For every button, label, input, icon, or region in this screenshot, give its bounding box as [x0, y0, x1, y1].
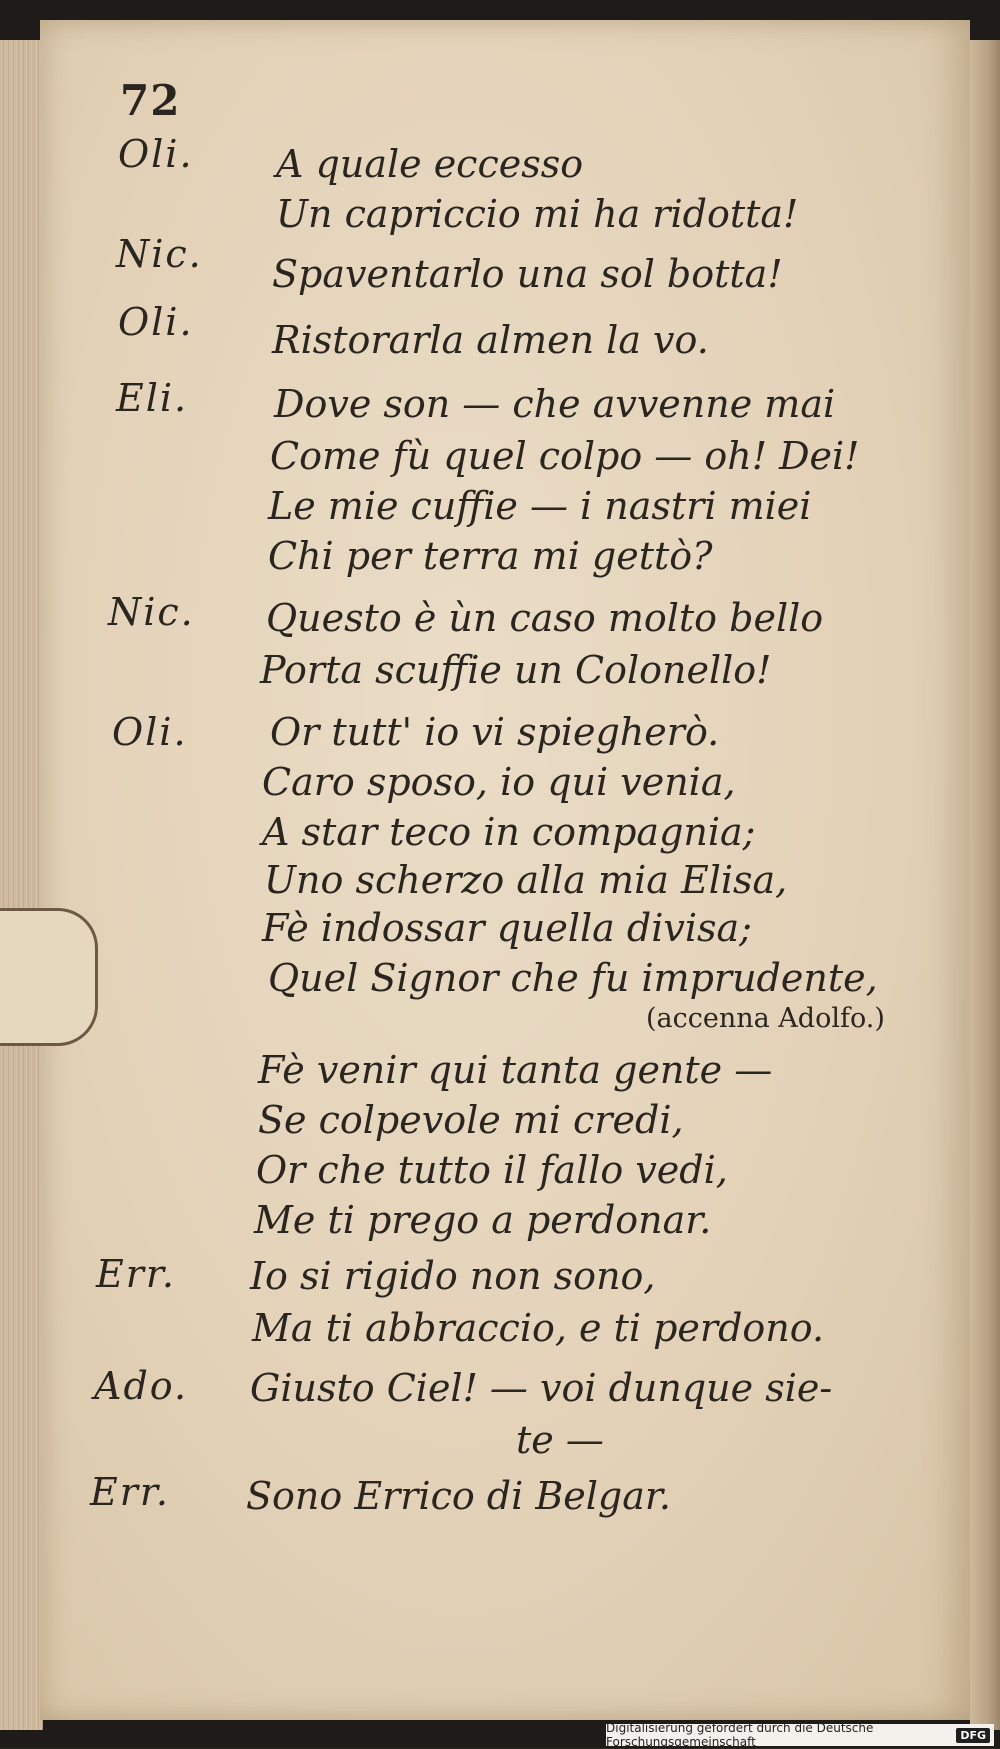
verse-line: Or tutt' io vi spiegherò. [270, 710, 720, 754]
speaker-label: Nic. [108, 590, 195, 634]
verse-line: Spaventarlo una sol botta! [272, 252, 783, 296]
verse-line: Questo è ùn caso molto bello [266, 596, 824, 640]
verse-line: Porta scuffie un Colonello! [260, 648, 772, 692]
speaker-label: Err. [96, 1252, 176, 1296]
verse-line: Come fù quel colpo — oh! Dei! [270, 434, 860, 478]
verse-line: Fè venir qui tanta gente — [258, 1048, 773, 1092]
verse-line: A quale eccesso [276, 142, 584, 186]
verse-line: Un capriccio mi ha ridotta! [276, 192, 799, 236]
bookmark-tab [0, 908, 98, 1046]
digitization-footer [606, 1721, 994, 1749]
speaker-label: Eli. [116, 376, 189, 420]
page-number: 72 [120, 76, 181, 125]
dfg-logo: DFG [956, 1728, 990, 1743]
verse-line: te — [516, 1418, 604, 1462]
stage-direction: (accenna Adolfo.) [646, 1003, 885, 1034]
verse-line: Le mie cuffie — i nastri miei [268, 484, 812, 528]
verse-line: Se colpevole mi credi, [258, 1098, 684, 1142]
verse-line: Uno scherzo alla mia Elisa, [264, 858, 788, 902]
verse-line: Ristorarla almen la vo. [272, 318, 709, 362]
verse-line: A star teco in compagnia; [262, 810, 756, 854]
verse-line: Quel Signor che fu imprudente, [268, 956, 878, 1000]
verse-line: Dove son — che avvenne mai [274, 382, 836, 426]
speaker-label: Nic. [116, 232, 203, 276]
book-page-edges-left [0, 40, 43, 1730]
book-page-edges-right [970, 40, 1000, 1730]
speaker-label: Err. [90, 1470, 170, 1514]
speaker-label: Ado. [94, 1364, 189, 1408]
verse-line: Io si rigido non sono, [250, 1254, 656, 1298]
verse-line: Or che tutto il fallo vedi, [256, 1148, 728, 1192]
speaker-label: Oli. [118, 300, 194, 344]
footer-text: Digitalisierung gefördert durch die Deutsche Forschungsgemeinschaft [606, 1721, 874, 1749]
verse-line: Chi per terra mi gettò? [268, 534, 713, 578]
verse-line: Sono Errico di Belgar. [246, 1474, 671, 1518]
speaker-label: Oli. [118, 132, 194, 176]
verse-line: Caro sposo, io qui venia, [262, 760, 736, 804]
verse-line: Fè indossar quella divisa; [262, 906, 752, 950]
verse-line: Me ti prego a perdonar. [254, 1198, 712, 1242]
verse-line: Giusto Ciel! — voi dunque sie- [250, 1366, 833, 1410]
verse-line: Ma ti abbraccio, e ti perdono. [252, 1306, 825, 1350]
speaker-label: Oli. [112, 710, 188, 754]
